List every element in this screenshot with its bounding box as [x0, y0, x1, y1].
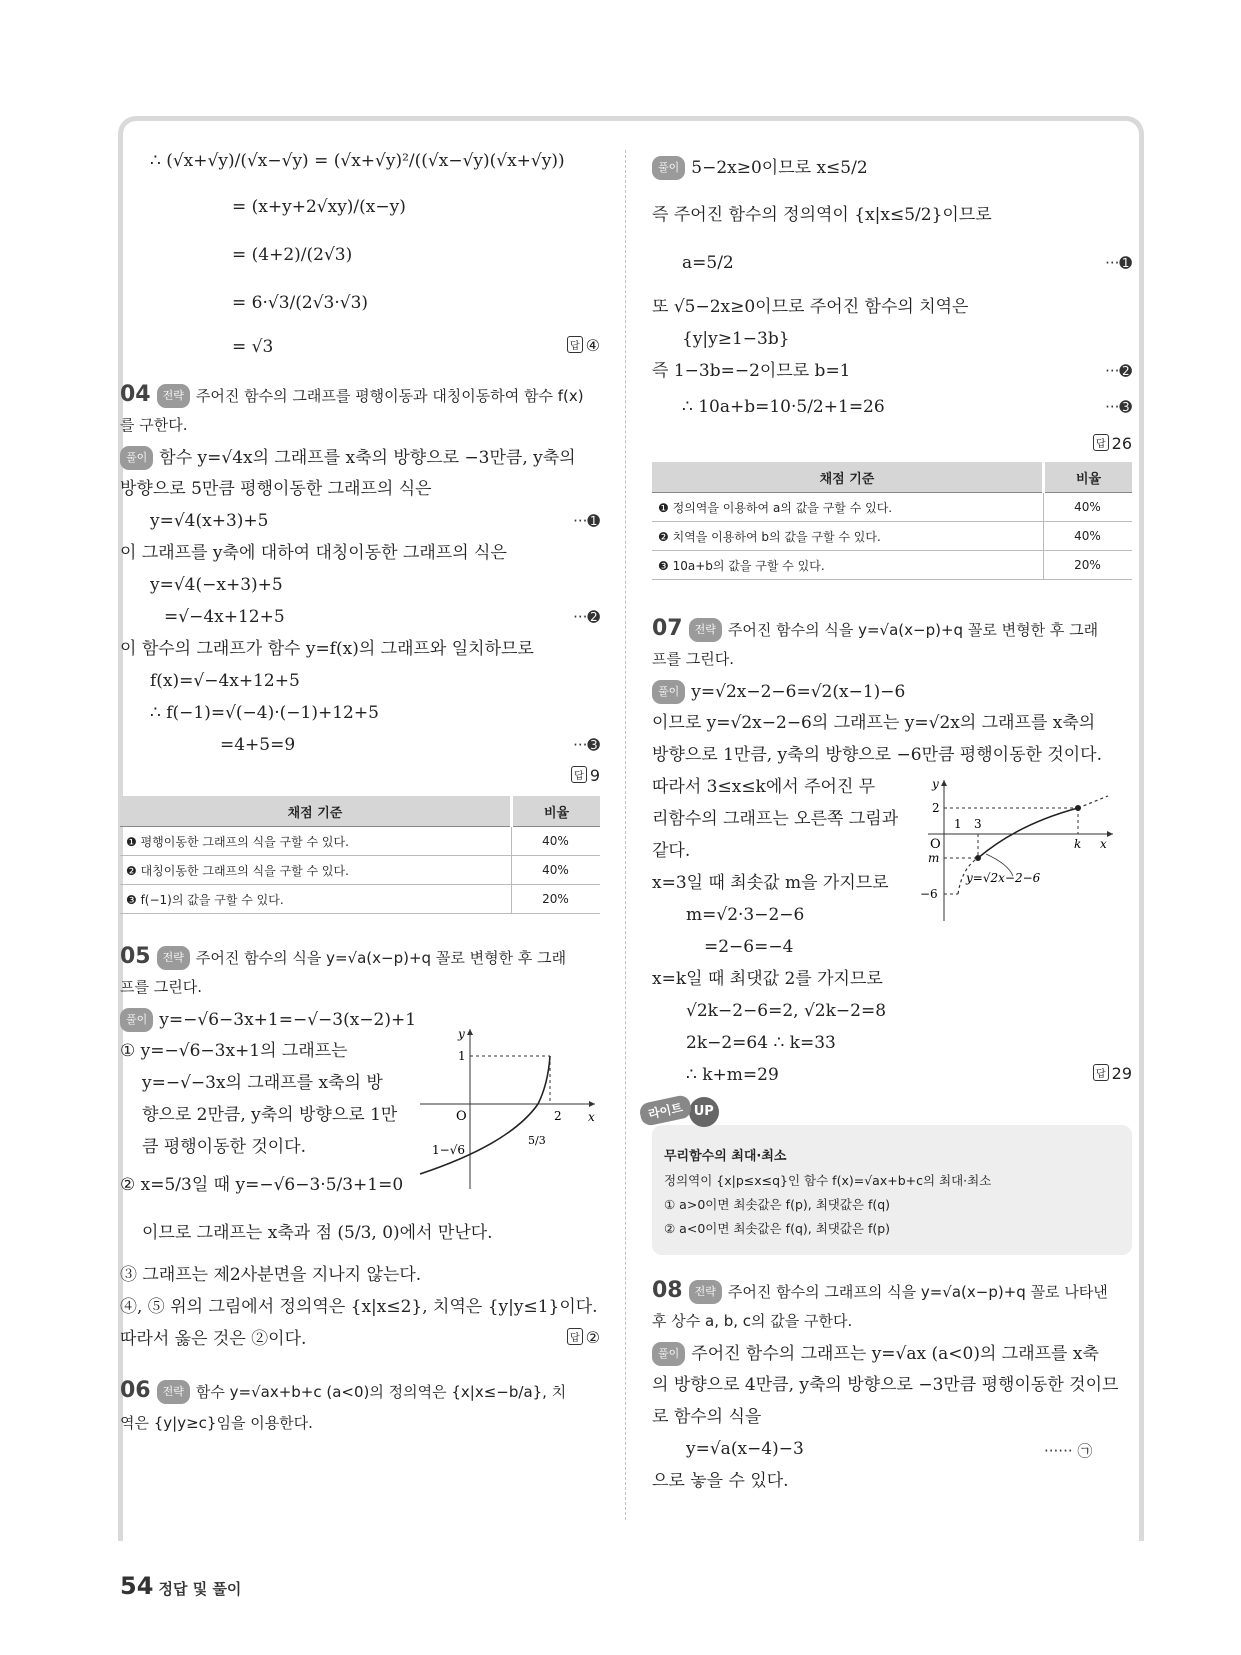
p06-mark-3: ···➌: [1105, 398, 1132, 416]
p04-line-8: f(x)=√−4x+12+5: [150, 671, 300, 691]
p08-strategy-2: 후 상수 a, b, c의 값을 구한다.: [652, 1312, 853, 1330]
p07-line-3: 방향으로 1만큼, y축의 방향으로 −6만큼 평행이동한 것이다.: [652, 745, 1102, 765]
p04-line-2: 방향으로 5만큼 평행이동한 그래프의 식은: [120, 479, 432, 499]
p07-line-12: 2k−2=64 ∴ k=33: [686, 1033, 836, 1053]
footer-text: 정답 및 풀이: [158, 1580, 242, 1598]
graph-label: O: [930, 837, 941, 852]
p05-answer: 답 ②: [567, 1328, 600, 1347]
p04-line-5: y=√4(−x+3)+5: [150, 575, 283, 595]
p04-answer: 답 9: [571, 766, 600, 785]
strategy-tag: 전략: [157, 946, 190, 970]
intro-line-3: = (4+2)/(2√3): [232, 245, 353, 265]
p05-sol-line-1: 풀이 y=−√6−3x+1=−√−3(x−2)+1: [120, 1008, 416, 1032]
solution-tag: 풀이: [120, 446, 153, 470]
graph-label: 5/3: [528, 1134, 546, 1147]
p07-answer: 답 29: [1093, 1064, 1132, 1083]
p06-score-table: [652, 462, 1132, 580]
intro-line-5: = √3: [232, 337, 274, 357]
p07-header: 07 전략 주어진 함수의 식을 y=√a(x−p)+q 꼴로 변형한 후 그래: [652, 616, 1099, 641]
intro-line-2: = (x+y+2√xy)/(x−y): [232, 197, 406, 217]
graph-label: x: [1100, 837, 1107, 851]
solution-tag: 풀이: [652, 680, 685, 704]
table-row: ❶ 평행이동한 그래프의 식을 구할 수 있다. 40%: [120, 827, 600, 856]
p06-mark-1: ···➊: [1105, 254, 1132, 272]
graph-label: y: [932, 777, 939, 791]
p04-line-9: ∴ f(−1)=√(−4)·(−1)+12+5: [150, 703, 379, 723]
tip-line-1: 정의역이 {x|p≤x≤q}인 함수 f(x)=√ax+b+c의 최대·최소: [664, 1173, 992, 1188]
p06-sol-line-7: ∴ 10a+b=10·5/2+1=26: [682, 397, 885, 417]
solution-tag: 풀이: [652, 156, 685, 180]
p05-graph: [410, 1024, 600, 1194]
p07-line-6: 같다.: [652, 841, 691, 861]
p06-strategy-2: 역은 {y|y≥c}임을 이용한다.: [120, 1414, 313, 1432]
p04-line-6: =√−4x+12+5: [164, 607, 285, 627]
table-header: 채점 기준: [120, 796, 512, 827]
p04-mark-2: ···➋: [573, 608, 600, 626]
table-row: ❸ 10a+b의 값을 구할 수 있다. 20%: [652, 551, 1132, 580]
tip-line-3: ② a<0이면 최솟값은 f(q), 최댓값은 f(p): [664, 1221, 891, 1236]
p06-sol-line-2: 즉 주어진 함수의 정의역이 {x|x≤5/2}이므로: [652, 205, 992, 225]
p05-line-9: ④, ⑤ 위의 그림에서 정의역은 {x|x≤2}, 치역은 {y|y≤1}이다.: [120, 1297, 598, 1317]
p08-line-2: 의 방향으로 4만큼, y축의 방향으로 −3만큼 평행이동한 것이므: [652, 1375, 1119, 1395]
graph-label: O: [456, 1109, 467, 1124]
p06-mark-2: ···➋: [1105, 362, 1132, 380]
table-row: ❷ 대칭이동한 그래프의 식을 구할 수 있다. 40%: [120, 856, 600, 885]
p07-strategy-2: 프를 그린다.: [652, 650, 734, 668]
tip-title: 무리함수의 최대·최소: [664, 1149, 787, 1164]
p06-sol-line-3: a=5/2: [682, 253, 734, 273]
p07-line-8: m=√2·3−2−6: [686, 905, 805, 925]
p05-header: 05 전략 주어진 함수의 식을 y=√a(x−p)+q 꼴로 변형한 후 그래: [120, 944, 567, 969]
graph-label: y=√2x−2−6: [966, 871, 1041, 885]
p08-line-4: y=√a(x−4)−3: [686, 1439, 804, 1459]
graph-label: −6: [920, 887, 938, 901]
p04-line-3: y=√4(x+3)+5: [150, 511, 269, 531]
page-number: 54: [120, 1572, 154, 1600]
graph-label: x: [588, 1110, 595, 1124]
p05-line-6: ② x=5/3일 때 y=−√6−3·5/3+1=0: [120, 1175, 404, 1195]
strategy-tag: 전략: [689, 618, 722, 642]
strategy-tag: 전략: [157, 1380, 190, 1404]
table-header: 비율: [512, 796, 601, 827]
tip-badge: 라이트 UP: [640, 1097, 719, 1127]
column-divider: [625, 150, 626, 1520]
p06-sol-line-1: 풀이 5−2x≥0이므로 x≤5/2: [652, 156, 868, 180]
p06-sol-line-5: {y|y≥1−3b}: [682, 329, 790, 349]
graph-label: m: [928, 851, 940, 865]
table-header: 채점 기준: [652, 462, 1044, 493]
p05-line-5: 큼 평행이동한 것이다.: [142, 1137, 307, 1157]
p07-line-2: 이므로 y=√2x−2−6의 그래프는 y=√2x의 그래프를 x축의: [652, 713, 1096, 733]
p04-mark-3: ···➌: [573, 736, 600, 754]
p05-strategy-2: 프를 그린다.: [120, 978, 202, 996]
p07-line-10: x=k일 때 최댓값 2를 가지므로: [652, 969, 883, 989]
p08-line-3: 로 함수의 식을: [652, 1407, 762, 1427]
p05-line-2: ① y=−√6−3x+1의 그래프는: [120, 1041, 348, 1061]
graph-label: 1: [954, 817, 962, 831]
p08-mark: ······ ㉠: [1044, 1442, 1093, 1460]
page-footer: [120, 1572, 241, 1600]
solution-tag: 풀이: [652, 1342, 685, 1366]
graph-label: 2: [554, 1109, 562, 1123]
p04-strategy-2: 를 구한다.: [120, 416, 188, 434]
p08-sol-line-1: 풀이 주어진 함수의 그래프는 y=√ax (a<0)의 그래프를 x축: [652, 1342, 1099, 1366]
p04-sol-line-1: 풀이 함수 y=√4x의 그래프를 x축의 방향으로 −3만큼, y축의: [120, 446, 576, 470]
p05-line-8: ③ 그래프는 제2사분면을 지나지 않는다.: [120, 1265, 422, 1285]
graph-label: 2: [932, 801, 940, 815]
p08-header: 08 전략 주어진 함수의 그래프의 식을 y=√a(x−p)+q 꼴로 나타낸: [652, 1278, 1108, 1303]
table-row: ❸ f(−1)의 값을 구할 수 있다. 20%: [120, 885, 600, 914]
p07-sol-line-1: 풀이 y=√2x−2−6=√2(x−1)−6: [652, 680, 905, 704]
p05-line-4: 향으로 2만큼, y축의 방향으로 1만: [142, 1105, 398, 1125]
p04-header: 04 전략 주어진 함수의 그래프를 평행이동과 대칭이동하여 함수 f(x): [120, 382, 584, 407]
tip-line-2: ① a>0이면 최솟값은 f(p), 최댓값은 f(q): [664, 1197, 891, 1212]
table-row: ❷ 치역을 이용하여 b의 값을 구할 수 있다. 40%: [652, 522, 1132, 551]
p07-graph: [918, 776, 1118, 926]
graph-label: 1: [458, 1049, 466, 1063]
p04-line-10: =4+5=9: [220, 735, 296, 755]
p07-line-9: =2−6=−4: [704, 937, 794, 957]
p07-line-4: 따라서 3≤x≤k에서 주어진 무: [652, 777, 876, 797]
p05-line-7: 이므로 그래프는 x축과 점 (5/3, 0)에서 만난다.: [142, 1223, 493, 1243]
p04-score-table: [120, 796, 600, 914]
p06-sol-line-6: 즉 1−3b=−2이므로 b=1: [652, 361, 851, 381]
p07-line-7: x=3일 때 최솟값 m을 가지므로: [652, 873, 889, 893]
p04-line-7: 이 함수의 그래프가 함수 y=f(x)의 그래프와 일치하므로: [120, 639, 534, 659]
p04-mark-1: ···➊: [573, 512, 600, 530]
p05-line-3: y=−√−3x의 그래프를 x축의 방: [142, 1073, 383, 1093]
graph-label: k: [1074, 837, 1082, 851]
p05-line-10: 따라서 옳은 것은 ②이다.: [120, 1329, 307, 1349]
p06-header: 06 전략 함수 y=√ax+b+c (a<0)의 정의역은 {x|x≤−b/a}, 치: [120, 1378, 567, 1403]
p07-line-11: √2k−2−6=2, √2k−2=8: [686, 1001, 887, 1021]
p07-line-13: ∴ k+m=29: [686, 1065, 779, 1085]
tip-box: [647, 1100, 1132, 1255]
p04-line-4: 이 그래프를 y축에 대하여 대칭이동한 그래프의 식은: [120, 543, 507, 563]
strategy-tag: 전략: [157, 384, 190, 408]
p08-line-5: 으로 놓을 수 있다.: [652, 1471, 789, 1491]
p07-line-5: 리함수의 그래프는 오른쪽 그림과: [652, 809, 899, 829]
solution-tag: 풀이: [120, 1008, 153, 1032]
strategy-tag: 전략: [689, 1280, 722, 1304]
graph-label: 3: [974, 817, 982, 831]
table-header: 비율: [1044, 462, 1133, 493]
graph-label: 1−√6: [432, 1143, 465, 1157]
intro-line-1: ∴ (√x+√y)/(√x−√y) = (√x+√y)²/((√x−√y)(√x+√y)): [150, 151, 565, 171]
graph-label: y: [458, 1027, 465, 1041]
p06-sol-line-4: 또 √5−2x≥0이므로 주어진 함수의 치역은: [652, 297, 969, 317]
intro-line-4: = 6·√3/(2√3·√3): [232, 293, 369, 313]
table-row: ❶ 정의역을 이용하여 a의 값을 구할 수 있다. 40%: [652, 493, 1132, 522]
intro-answer: 답 ④: [567, 336, 600, 355]
p06-answer: 답 26: [1093, 434, 1132, 453]
